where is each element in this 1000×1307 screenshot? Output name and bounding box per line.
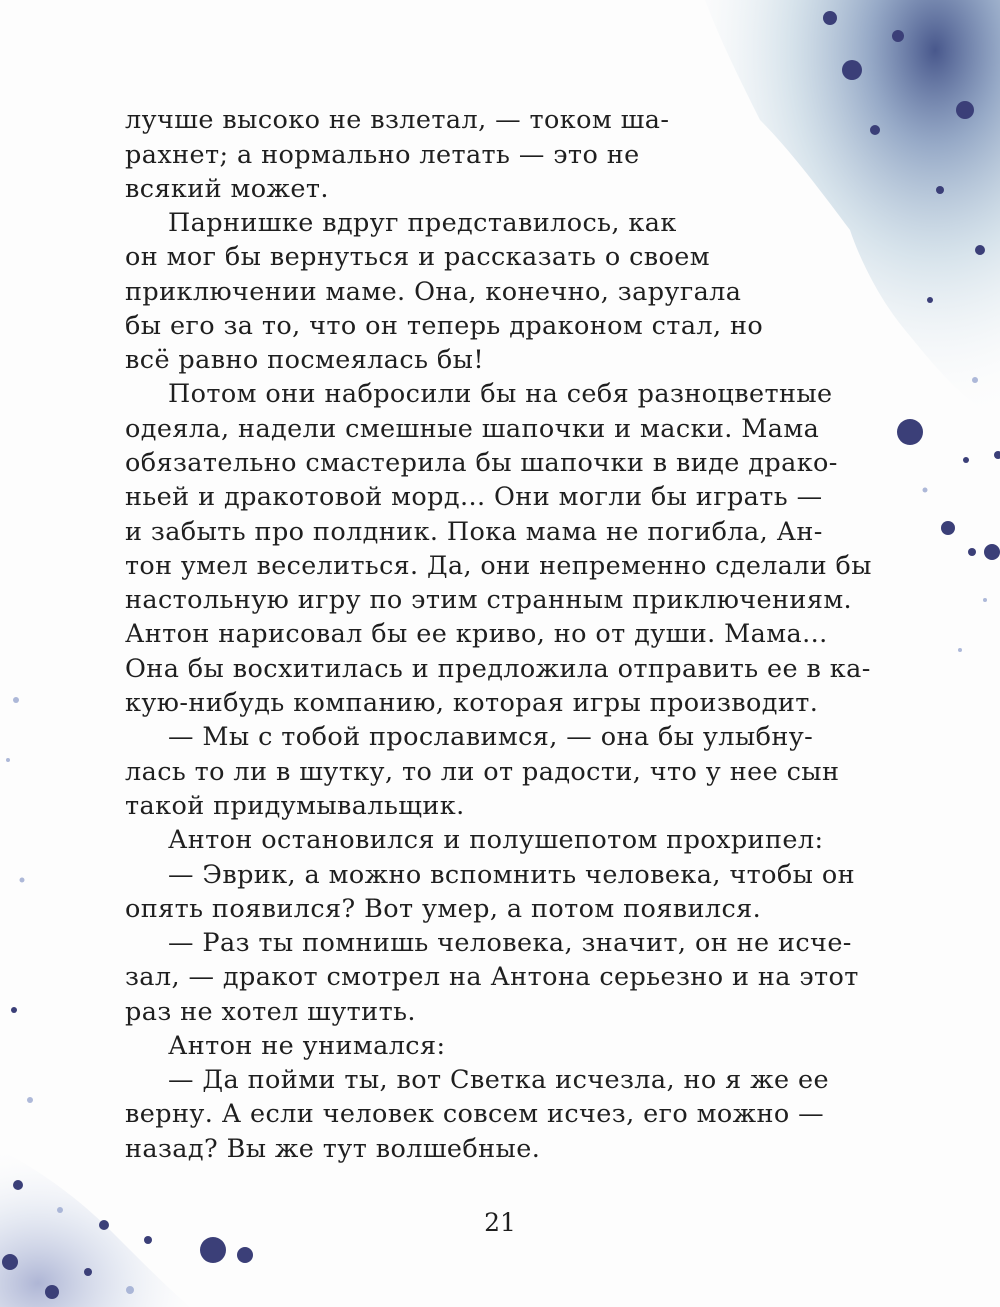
ink-splatter	[13, 1180, 23, 1190]
ink-speck	[6, 758, 10, 762]
text-line: он мог бы вернуться и рассказать о своем	[125, 242, 711, 272]
ink-splatter	[870, 125, 880, 135]
ink-speck	[923, 488, 928, 493]
text-line: опять появился? Вот умер, а потом появился.	[125, 894, 762, 924]
ink-splatter	[936, 186, 944, 194]
ink-splatter	[975, 245, 985, 255]
ink-speck	[13, 697, 19, 703]
text-line: такой придумывальщик.	[125, 791, 465, 821]
ink-splatter	[45, 1285, 59, 1299]
ink-splatter	[984, 544, 1000, 560]
ink-splatter	[968, 548, 976, 556]
text-line: — Мы с тобой прославимся, — она бы улыбну-	[168, 722, 814, 752]
text-line: приключении маме. Она, конечно, заругала	[125, 277, 742, 307]
ink-speck	[126, 1286, 134, 1294]
text-line: — Эврик, а можно вспомнить человека, чтобы он	[168, 860, 855, 890]
text-line: рахнет; а нормально летать — это не	[125, 140, 640, 170]
text-line: бы его за то, что он теперь драконом стал, но	[125, 311, 764, 341]
text-line: ньей и дракотовой морд... Они могли бы играть —	[125, 482, 823, 512]
text-line: одеяла, надели смешные шапочки и маски. Мама	[125, 414, 820, 444]
ink-splatter	[200, 1237, 226, 1263]
ink-splatter	[897, 419, 923, 445]
ink-splatter	[927, 297, 933, 303]
text-line: всё равно посмеялась бы!	[125, 345, 484, 375]
ink-splatter	[941, 521, 955, 535]
ink-speck	[27, 1097, 33, 1103]
ink-speck	[983, 598, 987, 602]
text-line: Потом они набросили бы на себя разноцветные	[168, 379, 833, 409]
ink-splatter	[963, 457, 969, 463]
ink-splatter	[237, 1247, 253, 1263]
ink-splatter	[84, 1268, 92, 1276]
text-line: обязательно смастерила бы шапочки в виде драко-	[125, 448, 838, 478]
text-line: всякий может.	[125, 174, 329, 204]
ink-speck	[958, 648, 962, 652]
text-line: Антон не унимался:	[168, 1031, 446, 1061]
page-number: 21	[484, 1208, 516, 1237]
text-line: и забыть про полдник. Пока мама не погибла, Ан-	[125, 517, 823, 547]
ink-splatter	[956, 101, 974, 119]
ink-splatter	[11, 1007, 17, 1013]
ink-splatter	[892, 30, 904, 42]
ink-splatter	[842, 60, 862, 80]
ink-speck	[20, 878, 25, 883]
text-line: Парнишке вдруг представилось, как	[168, 208, 677, 238]
ink-splatter	[994, 451, 1000, 459]
text-line: верну. А если человек совсем исчез, его можно —	[125, 1099, 825, 1129]
text-line: раз не хотел шутить.	[125, 997, 416, 1027]
text-line: Она бы восхитилась и предложила отправить ее в ка-	[125, 654, 871, 684]
ink-speck	[972, 377, 978, 383]
text-line: зал, — дракот смотрел на Антона серьезно и на этот	[125, 962, 859, 992]
ink-splatter	[823, 11, 837, 25]
text-line: тон умел веселиться. Да, они непременно сделали бы	[125, 551, 872, 581]
ink-splatter	[2, 1254, 18, 1270]
text-line: лучше высоко не взлетал, — током ша-	[125, 105, 670, 135]
text-line: лась то ли в шутку, то ли от радости, что у нее сын	[125, 757, 840, 787]
text-line: кую-нибудь компанию, которая игры производит.	[125, 688, 819, 718]
text-line: — Да пойми ты, вот Светка исчезла, но я же ее	[168, 1065, 830, 1095]
text-line: настольную игру по этим странным приключениям.	[125, 585, 853, 615]
text-line: Антон остановился и полушепотом прохрипел:	[168, 825, 824, 855]
text-line: Антон нарисовал бы ее криво, но от души. Мама...	[125, 619, 828, 649]
text-line: — Раз ты помнишь человека, значит, он не исче-	[168, 928, 852, 958]
text-line: назад? Вы же тут волшебные.	[125, 1134, 541, 1164]
